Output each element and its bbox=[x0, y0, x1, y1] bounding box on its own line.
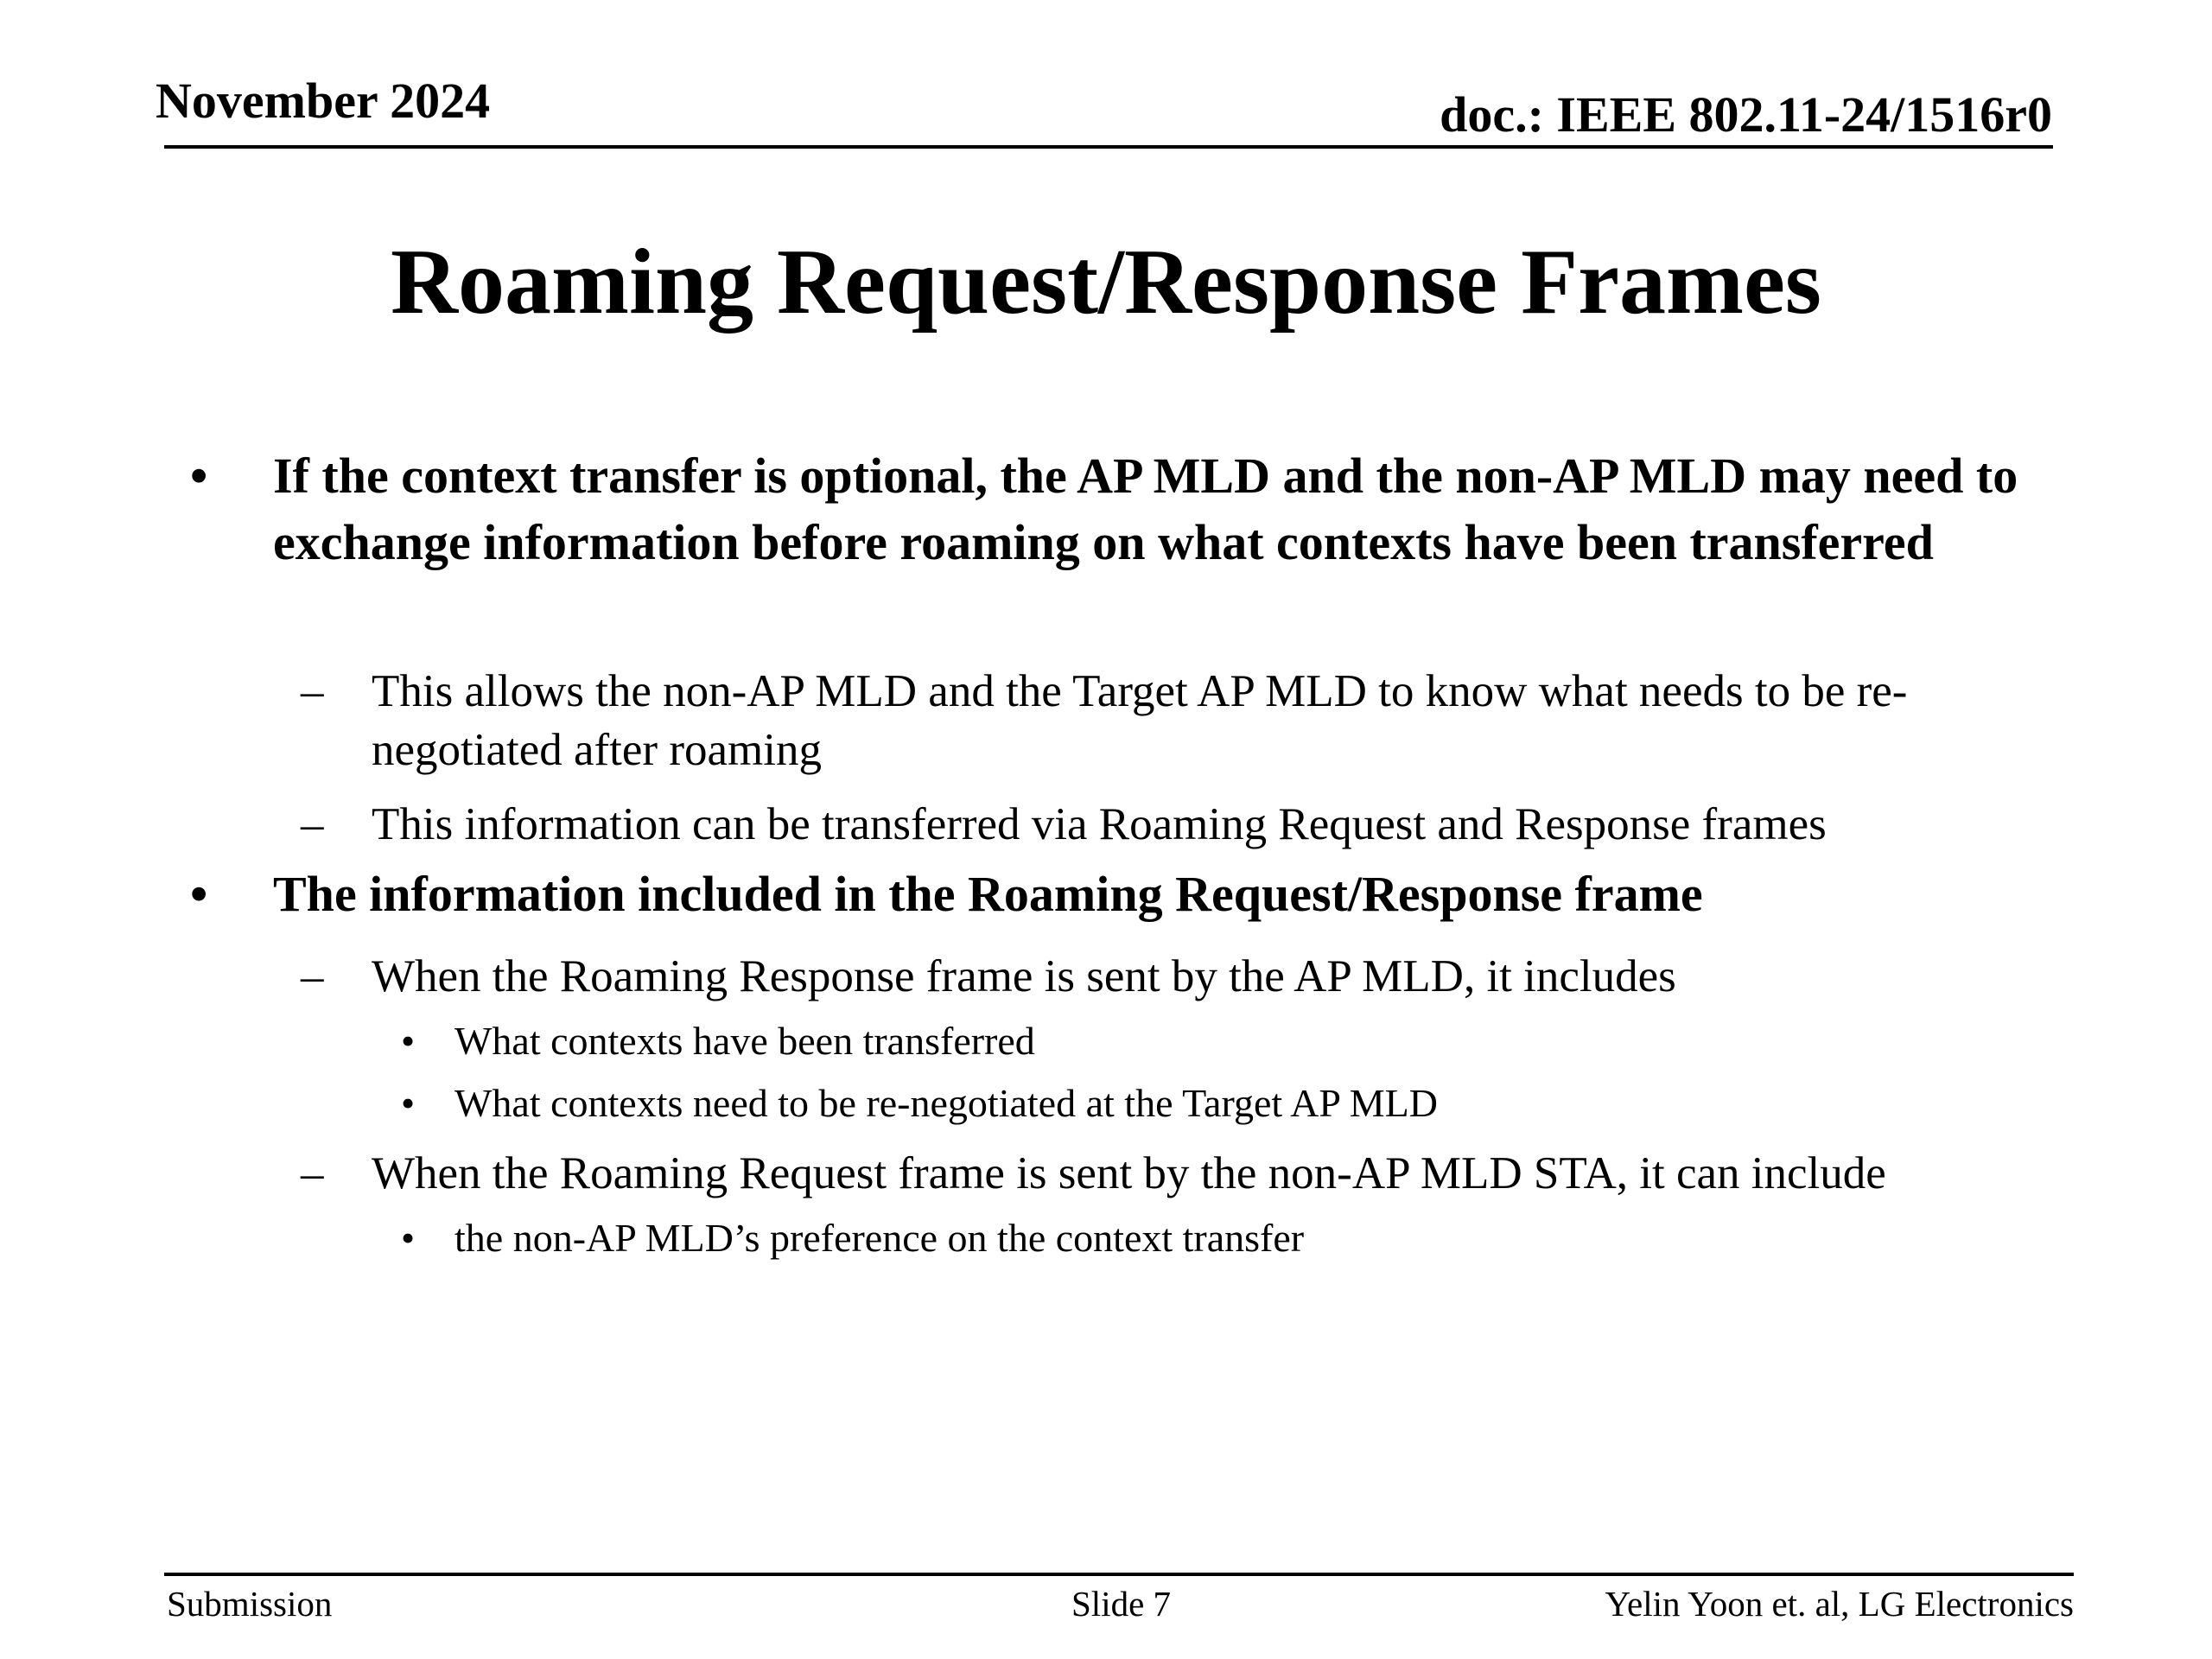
bullet-1-sub-1 bbox=[301, 662, 2065, 779]
slide-title: Roaming Request/Response Frames bbox=[391, 231, 1821, 334]
dash-marker: – bbox=[301, 799, 324, 849]
footer-authors: Yelin Yoon et. al, LG Electronics bbox=[1605, 1584, 2074, 1624]
dash-marker: – bbox=[301, 951, 324, 1001]
dash-marker: – bbox=[301, 666, 324, 716]
footer-slide-number: Slide 7 bbox=[1071, 1584, 1172, 1624]
bullet-2-sub-1-item-1 bbox=[401, 1016, 2010, 1066]
footer-submission: Submission bbox=[167, 1584, 333, 1624]
bullet-1 bbox=[190, 442, 2062, 575]
bullet-1-sub-1-text: This allows the non-AP MLD and the Target AP MLD to know what needs to be re-negotiated after roaming bbox=[372, 666, 1908, 775]
bullet-2-sub-1-item-2 bbox=[401, 1078, 2010, 1128]
bullet-2-sub-2-text: When the Roaming Request frame is sent by the non-AP MLD STA, it can include bbox=[372, 1148, 1886, 1198]
bullet-2-sub-1 bbox=[301, 947, 2065, 1006]
bullet-1-sub-2-text: This information can be transferred via Roaming Request and Response frames bbox=[372, 799, 1827, 849]
bullet-2 bbox=[190, 861, 2062, 927]
bullet-2-sub-1-item-1-text: What contexts have been transferred bbox=[454, 1019, 1035, 1063]
header-date: November 2024 bbox=[156, 73, 491, 129]
bullet-2-sub-1-text: When the Roaming Response frame is sent by the AP MLD, it includes bbox=[372, 951, 1676, 1001]
bullet-2-sub-2-item-1-text: the non-AP MLD’s preference on the context transfer bbox=[454, 1216, 1305, 1260]
bullet-marker: • bbox=[190, 866, 208, 922]
bullet-2-sub-1-item-2-text: What contexts need to be re-negotiated at the Target AP MLD bbox=[454, 1081, 1438, 1125]
bullet-1-sub-2 bbox=[301, 795, 2065, 854]
dash-marker: – bbox=[301, 1148, 324, 1198]
bullet-marker: • bbox=[401, 1081, 416, 1125]
footer-divider bbox=[164, 1573, 2074, 1576]
bullet-marker: • bbox=[401, 1019, 416, 1063]
bullet-2-text: The information included in the Roaming Request/Response frame bbox=[273, 866, 1703, 922]
bullet-marker: • bbox=[190, 448, 208, 504]
bullet-1-text: If the context transfer is optional, the AP MLD and the non-AP MLD may need to exchange information before roaming on what contexts have been transferred bbox=[273, 448, 2018, 570]
bullet-2-sub-2 bbox=[301, 1144, 2065, 1203]
bullet-2-sub-2-item-1 bbox=[401, 1213, 2010, 1263]
header-doc-id: doc.: IEEE 802.11-24/1516r0 bbox=[1440, 86, 2052, 143]
bullet-marker: • bbox=[401, 1216, 416, 1260]
